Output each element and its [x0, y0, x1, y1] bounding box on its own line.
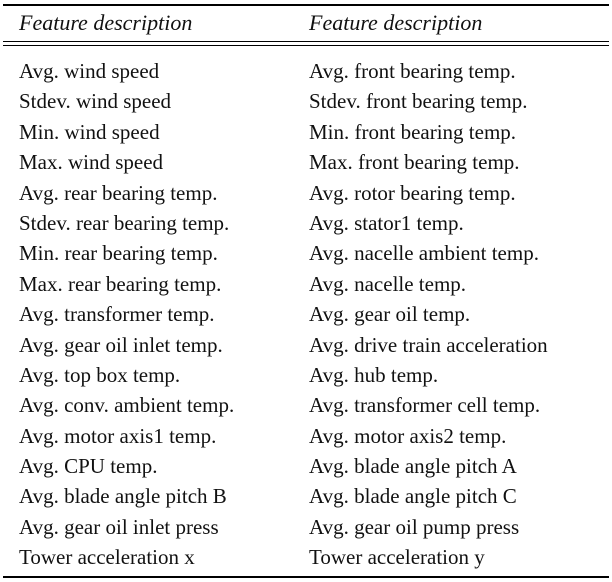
top-rule — [3, 4, 609, 6]
table-row — [3, 421, 609, 451]
header-feature-description-2: Feature description — [309, 10, 483, 35]
feature-cell-left: Avg. wind speed — [19, 59, 160, 83]
table-row — [3, 178, 609, 208]
table-row — [3, 481, 609, 511]
feature-cell-left: Stdev. rear bearing temp. — [19, 210, 230, 235]
table-row — [3, 542, 609, 572]
table-row — [3, 147, 609, 177]
feature-cell-left: Avg. conv. ambient temp. — [19, 393, 235, 418]
feature-cell-right: Avg. blade angle pitch A — [309, 454, 517, 479]
feature-cell-left: Avg. rear bearing temp. — [19, 180, 218, 205]
feature-cell-right: Tower acceleration y — [309, 545, 485, 570]
feature-cell-left: Tower acceleration x — [19, 545, 195, 570]
feature-cell-left: Stdev. wind speed — [19, 89, 172, 114]
table-body — [3, 56, 609, 573]
header-rule-double — [3, 45, 609, 46]
table-row — [3, 117, 609, 147]
feature-cell-right: Avg. motor axis2 temp. — [309, 423, 507, 448]
table-row — [3, 299, 609, 329]
feature-cell-left: Avg. gear oil inlet temp. — [19, 332, 223, 357]
table-row — [3, 390, 609, 420]
feature-cell-left: Avg. motor axis1 temp. — [19, 423, 217, 448]
table-row — [3, 512, 609, 542]
table-row — [3, 360, 609, 390]
table-row — [3, 86, 609, 116]
feature-cell-right: Max. front bearing temp. — [309, 150, 520, 175]
table-row — [3, 330, 609, 360]
feature-cell-right: Avg. front bearing temp. — [309, 59, 516, 83]
feature-cell-left: Avg. gear oil inlet press — [19, 514, 219, 539]
feature-cell-left: Avg. blade angle pitch B — [19, 484, 227, 509]
table-row — [3, 56, 609, 86]
feature-cell-left: Min. rear bearing temp. — [19, 241, 218, 266]
feature-cell-right: Avg. rotor bearing temp. — [309, 180, 516, 205]
feature-cell-left: Max. wind speed — [19, 150, 164, 175]
table-row — [3, 269, 609, 299]
feature-cell-right: Avg. transformer cell temp. — [309, 393, 541, 418]
header-rule — [3, 41, 609, 42]
feature-cell-right: Stdev. front bearing temp. — [309, 89, 528, 114]
feature-cell-right: Avg. gear oil temp. — [309, 302, 471, 327]
feature-cell-right: Avg. drive train acceleration — [309, 332, 548, 357]
table-row — [3, 238, 609, 268]
bottom-rule — [3, 576, 609, 578]
feature-cell-right: Avg. gear oil pump press — [309, 514, 520, 539]
feature-cell-right: Min. front bearing temp. — [309, 119, 517, 144]
table-row — [3, 208, 609, 238]
feature-cell-right: Avg. nacelle temp. — [309, 271, 467, 296]
table-row — [3, 451, 609, 481]
header-feature-description-1: Feature description — [19, 10, 193, 35]
feature-cell-left: Avg. transformer temp. — [19, 302, 215, 327]
feature-cell-left: Max. rear bearing temp. — [19, 271, 222, 296]
feature-cell-right: Avg. nacelle ambient temp. — [309, 241, 539, 266]
feature-cell-right: Avg. hub temp. — [309, 362, 439, 387]
feature-cell-left: Min. wind speed — [19, 119, 160, 144]
feature-cell-left: Avg. top box temp. — [19, 362, 181, 387]
feature-cell-right: Avg. blade angle pitch C — [309, 484, 517, 509]
feature-cell-right: Avg. stator1 temp. — [309, 210, 464, 235]
feature-cell-left: Avg. CPU temp. — [19, 454, 158, 479]
